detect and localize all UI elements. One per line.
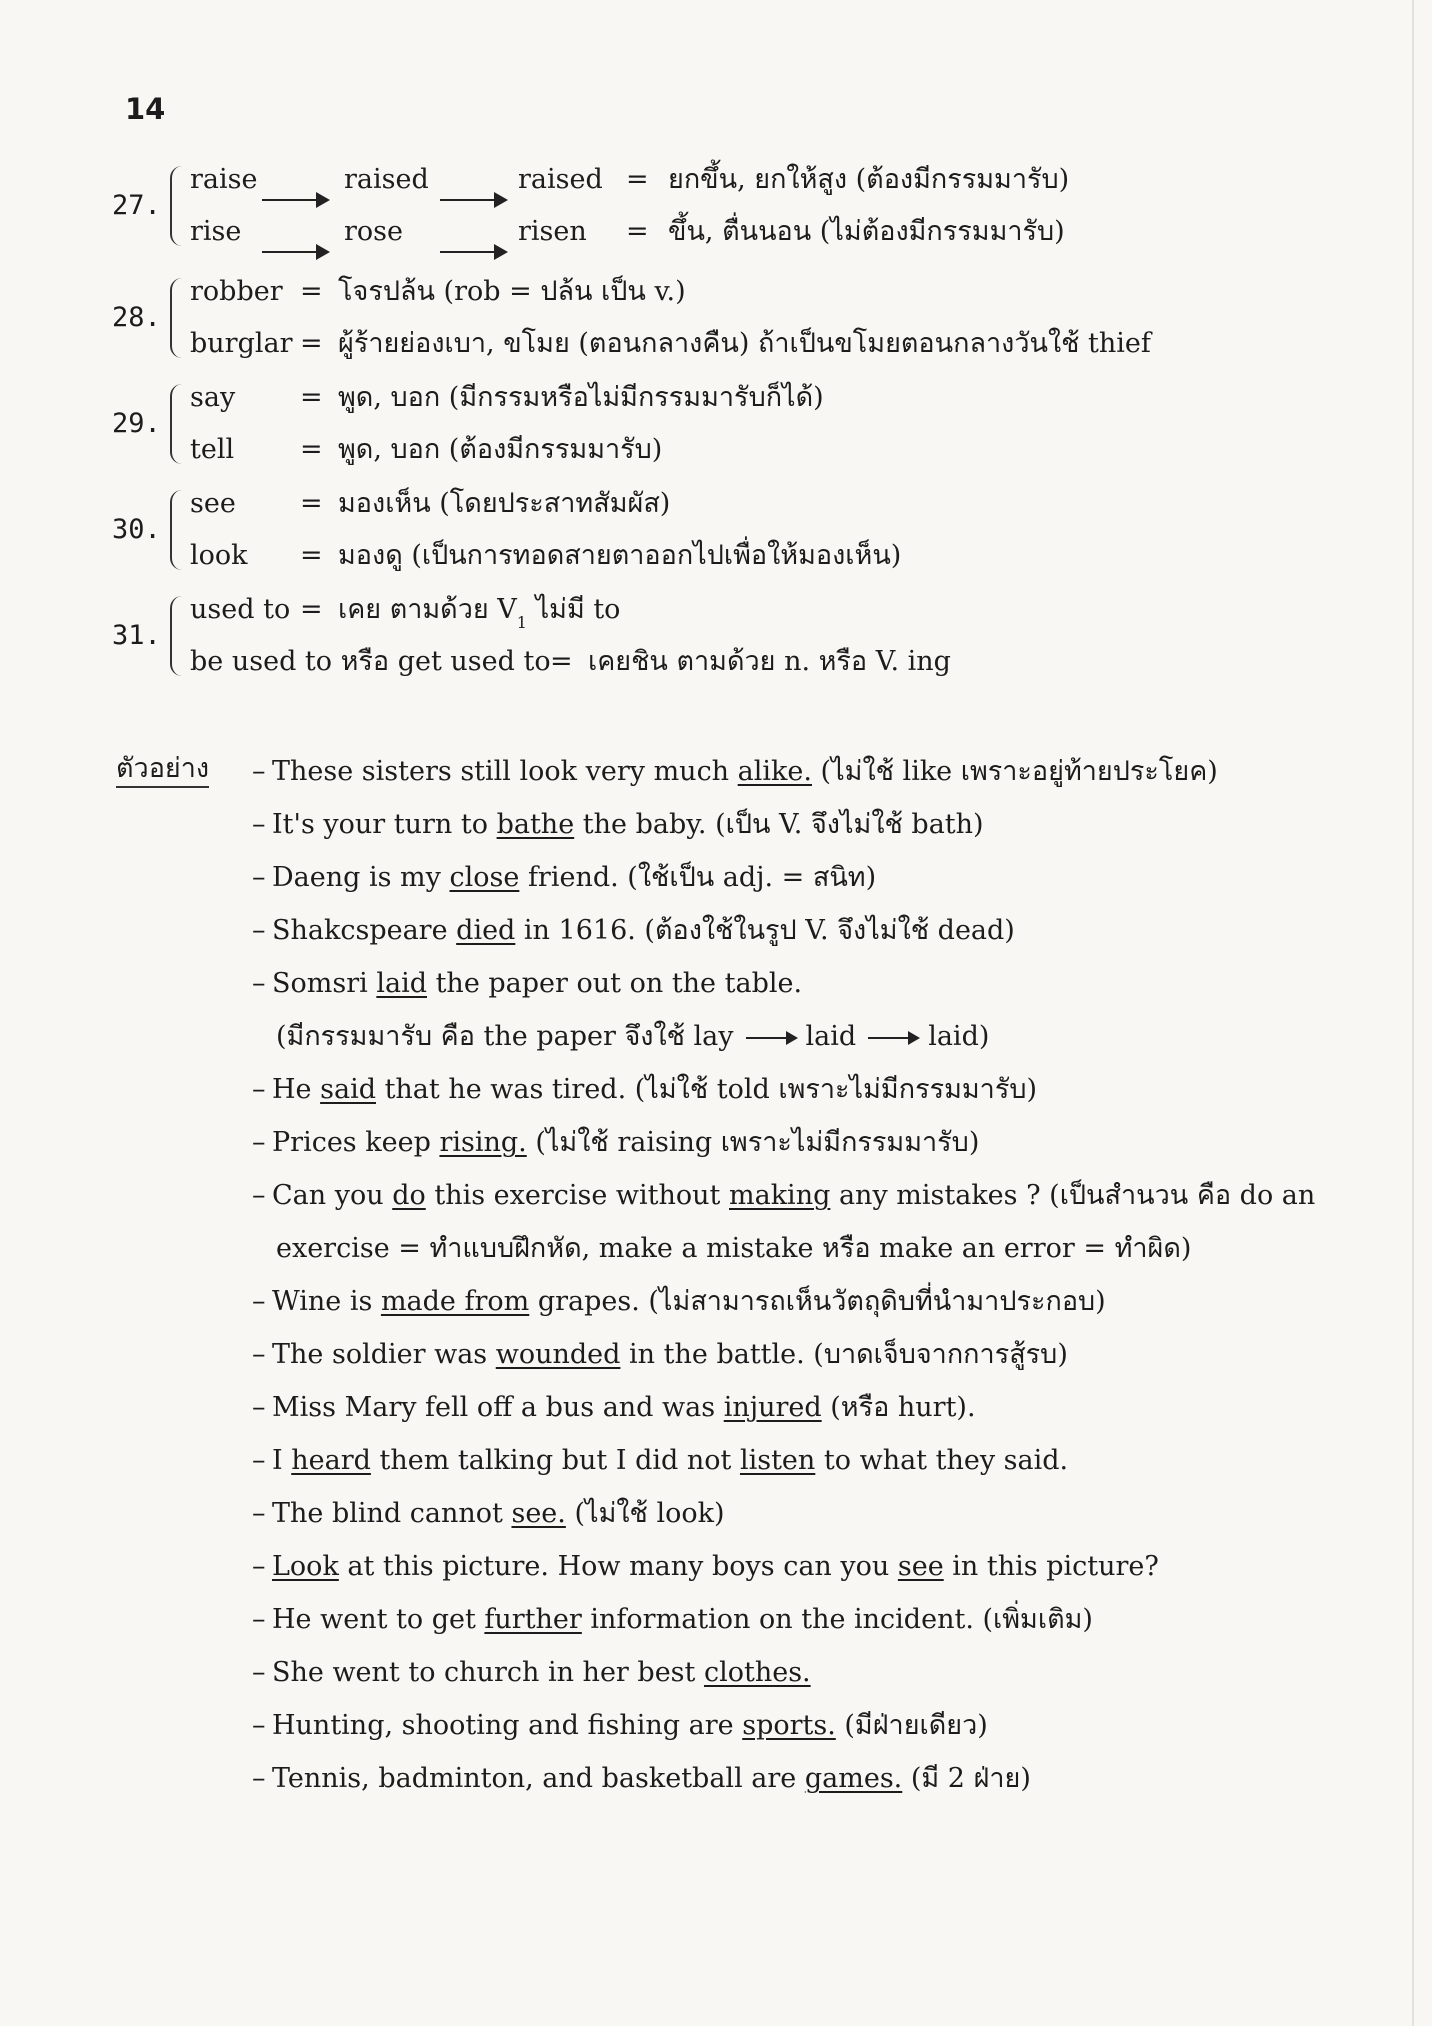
arrow-line	[262, 199, 326, 201]
equals-sign: =	[626, 216, 649, 247]
example-text: I	[272, 1445, 292, 1476]
example-item	[252, 1176, 1316, 1216]
underlined-word: injured	[723, 1392, 822, 1423]
thai-meaning: ผู้ร้ายย่องเบา, ขโมย (ตอนกลางคืน) ถ้าเป็นขโมยตอนกลางวันใช้ thief	[338, 328, 1151, 359]
underlined-word: close	[449, 862, 520, 893]
example-text: information on the incident. (เพิ่มเติม)	[581, 1604, 1093, 1635]
brace-mark	[170, 384, 184, 464]
underlined-word: see	[897, 1551, 944, 1582]
example-item	[252, 1547, 1159, 1587]
english-word: be used to หรือ get used to	[190, 646, 551, 677]
example-text: He went to get	[272, 1604, 485, 1635]
underlined-word: died	[456, 915, 516, 946]
example-text: (ไม่ใช้ like เพราะอยู่ท้ายประโยค)	[811, 756, 1218, 787]
equals-sign: =	[300, 328, 323, 359]
underlined-word: bathe	[496, 809, 575, 840]
english-word: robber	[190, 276, 283, 307]
entry-number: 27.	[112, 190, 161, 221]
example-text: Tennis, badminton, and basketball are	[272, 1763, 805, 1794]
example-text: exercise = ทำแบบฝึกหัด, make a mistake หรือ make an error = ทำผิด)	[276, 1233, 1192, 1264]
example-text: Can you	[272, 1180, 393, 1211]
thai-meaning: มองดู (เป็นการทอดสายตาออกไปเพื่อให้มองเห็น)	[338, 540, 902, 571]
underlined-word: heard	[291, 1445, 371, 1476]
arrow-icon	[440, 179, 504, 219]
underlined-word: alike.	[737, 756, 812, 787]
underlined-word: laid	[376, 968, 427, 999]
bullet-dash: –	[252, 1074, 266, 1105]
example-text: (หรือ hurt).	[821, 1392, 976, 1423]
english-word: say	[190, 382, 236, 413]
thai-meaning: ขึ้น, ตื่นนอน (ไม่ต้องมีกรรมมารับ)	[668, 216, 1065, 247]
example-text: the baby. (เป็น V. จึงไม่ใช้ bath)	[574, 809, 984, 840]
example-text: any mistakes ? (เป็นสำนวน คือ do an	[830, 1180, 1316, 1211]
entry-number: 31.	[112, 620, 161, 651]
example-item	[252, 1706, 988, 1746]
example-item	[252, 1653, 811, 1693]
bullet-dash: –	[252, 1445, 266, 1476]
page-edge	[1412, 0, 1414, 2026]
bullet-dash: –	[252, 915, 266, 946]
example-text: at this picture. How many boys can you	[338, 1551, 898, 1582]
example-item	[252, 1282, 1106, 1322]
bullet-dash: –	[252, 1180, 266, 1211]
example-text: (มี 2 ฝ่าย)	[902, 1763, 1031, 1794]
past-participle: raised	[518, 164, 603, 195]
thai-meaning: มองเห็น (โดยประสาทสัมผัส)	[338, 488, 671, 519]
bullet-dash: –	[252, 1763, 266, 1794]
page-number: 14	[125, 92, 166, 126]
example-text: Shakcspeare	[272, 915, 457, 946]
example-item	[252, 1600, 1093, 1640]
example-text: in this picture?	[943, 1551, 1159, 1582]
bullet-dash: –	[252, 809, 266, 840]
example-text: (ไม่ใช้ raising เพราะไม่มีกรรมมารับ)	[526, 1127, 980, 1158]
example-text: Hunting, shooting and fishing are	[272, 1710, 743, 1741]
thai-meaning: ยกขึ้น, ยกให้สูง (ต้องมีกรรมมารับ)	[668, 164, 1070, 195]
thai-meaning: พูด, บอก (ต้องมีกรรมมารับ)	[338, 434, 663, 465]
bullet-dash: –	[252, 1604, 266, 1635]
example-text: the paper out on the table.	[427, 968, 803, 999]
subscript: 1	[516, 613, 527, 632]
underlined-word: see.	[511, 1498, 566, 1529]
underlined-word: do	[392, 1180, 426, 1211]
example-text: grapes. (ไม่สามารถเห็นวัตถุดิบที่นำมาประกอบ)	[529, 1286, 1106, 1317]
example-text: It's your turn to	[272, 809, 497, 840]
base-form: raise	[190, 164, 258, 195]
example-text: Wine is	[272, 1286, 381, 1317]
example-item	[252, 1123, 980, 1163]
example-text: The blind cannot	[272, 1498, 512, 1529]
bullet-dash: –	[252, 968, 266, 999]
entry-number: 29.	[112, 408, 161, 439]
arrow-line	[440, 251, 504, 253]
underlined-word: games.	[804, 1763, 903, 1794]
underlined-word: sports.	[742, 1710, 836, 1741]
example-text: (ไม่ใช้ look)	[565, 1498, 725, 1529]
underlined-word: wounded	[495, 1339, 621, 1370]
thai-meaning: เคยชิน ตามด้วย n. หรือ V. ing	[588, 646, 951, 677]
underlined-word: listen	[739, 1445, 816, 1476]
example-item	[252, 1494, 725, 1534]
example-text: in 1616. (ต้องใช้ในรูป V. จึงไม่ใช้ dead)	[515, 915, 1015, 946]
arrow-icon	[746, 1037, 794, 1039]
english-word: used to	[190, 594, 291, 625]
entry-number: 30.	[112, 514, 161, 545]
equals-sign: =	[550, 646, 573, 677]
past-form: raised	[344, 164, 429, 195]
example-text: laid	[805, 1021, 857, 1052]
bullet-dash: –	[252, 1392, 266, 1423]
equals-sign: =	[300, 382, 323, 413]
bullet-dash: –	[252, 1127, 266, 1158]
entry-number: 28.	[112, 302, 161, 333]
example-text: Miss Mary fell off a bus and was	[272, 1392, 724, 1423]
arrow-icon	[262, 179, 326, 219]
past-form: rose	[344, 216, 403, 247]
bullet-dash: –	[252, 1498, 266, 1529]
underlined-word: making	[729, 1180, 831, 1211]
arrow-icon	[868, 1037, 916, 1039]
equals-sign: =	[300, 488, 323, 519]
english-word: look	[190, 540, 248, 571]
example-item	[252, 1388, 976, 1428]
brace-mark	[170, 596, 184, 676]
brace-mark	[170, 490, 184, 570]
example-item	[252, 1070, 1038, 1110]
underlined-word: further	[484, 1604, 582, 1635]
example-text: Somsri	[272, 968, 377, 999]
example-text: (มีฝ่ายเดียว)	[835, 1710, 988, 1741]
example-item	[252, 805, 984, 845]
bullet-dash: –	[252, 756, 266, 787]
bullet-dash: –	[252, 1710, 266, 1741]
thai-meaning: โจรปล้น (rob = ปล้น เป็น v.)	[338, 276, 686, 307]
bullet-dash: –	[252, 1339, 266, 1370]
example-text: He	[272, 1074, 321, 1105]
bullet-dash: –	[252, 1657, 266, 1688]
underlined-word: said	[320, 1074, 376, 1105]
underlined-word: Look	[272, 1551, 339, 1582]
example-continuation	[276, 1017, 989, 1057]
arrow-icon	[440, 231, 504, 271]
underlined-word: clothes.	[703, 1657, 811, 1688]
example-item	[252, 1335, 1068, 1375]
meaning-part: เคย ตามด้วย V	[338, 594, 517, 625]
english-word: see	[190, 488, 236, 519]
example-text: Prices keep	[272, 1127, 440, 1158]
meaning-part: ไม่มี to	[526, 594, 621, 625]
example-text: She went to church in her best	[272, 1657, 704, 1688]
thai-meaning: พูด, บอก (มีกรรมหรือไม่มีกรรมมารับก็ได้)	[338, 382, 824, 413]
arrow-line	[262, 251, 326, 253]
example-text: friend. (ใช้เป็น adj. = สนิท)	[519, 862, 877, 893]
bullet-dash: –	[252, 862, 266, 893]
english-word: burglar	[190, 328, 293, 359]
example-text: The soldier was	[272, 1339, 496, 1370]
thai-meaning	[338, 590, 620, 633]
bullet-dash: –	[252, 1551, 266, 1582]
bullet-dash: –	[252, 1286, 266, 1317]
example-text: These sisters still look very much	[272, 756, 738, 787]
example-item	[252, 964, 803, 1004]
equals-sign: =	[300, 276, 323, 307]
equals-sign: =	[300, 594, 323, 625]
brace-mark	[170, 278, 184, 358]
underlined-word: made from	[380, 1286, 530, 1317]
example-text: this exercise without	[425, 1180, 729, 1211]
example-item	[252, 1759, 1031, 1799]
example-item	[252, 858, 877, 898]
example-item	[252, 752, 1218, 792]
english-word: tell	[190, 434, 235, 465]
example-text: in the battle. (บาดเจ็บจากการสู้รบ)	[620, 1339, 1068, 1370]
example-text: that he was tired. (ไม่ใช้ told เพราะไม่มีกรรมมารับ)	[375, 1074, 1038, 1105]
brace-mark	[170, 166, 184, 246]
past-participle: risen	[518, 216, 587, 247]
example-item	[252, 1441, 1069, 1481]
example-text: them talking but I did not	[370, 1445, 740, 1476]
arrow-line	[440, 199, 504, 201]
example-text: Daeng is my	[272, 862, 450, 893]
base-form: rise	[190, 216, 242, 247]
equals-sign: =	[626, 164, 649, 195]
equals-sign: =	[300, 434, 323, 465]
example-text: laid)	[928, 1021, 990, 1052]
example-continuation	[276, 1229, 1191, 1269]
arrow-icon	[262, 231, 326, 271]
underlined-word: rising.	[439, 1127, 527, 1158]
example-text: to what they said.	[815, 1445, 1069, 1476]
examples-label: ตัวอย่าง	[116, 752, 209, 788]
example-item	[252, 911, 1015, 951]
equals-sign: =	[300, 540, 323, 571]
example-text: (มีกรรมมารับ คือ the paper จึงใช้ lay	[276, 1021, 734, 1052]
